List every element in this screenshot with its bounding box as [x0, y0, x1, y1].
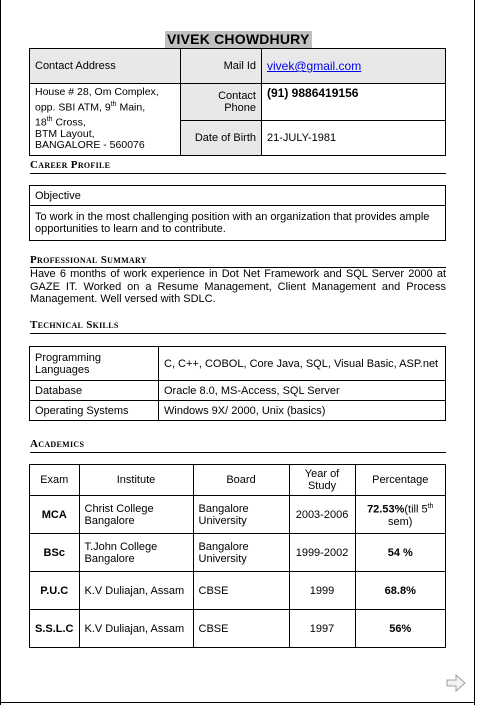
table-row [30, 572, 446, 610]
table-row [30, 496, 446, 534]
page-border-bottom [0, 702, 474, 703]
objective-text: To work in the most challenging position with an organization that provides ample opportunities to learn and to contribute. [30, 206, 446, 241]
skill-value: Windows 9X/ 2000, Unix (basics) [159, 401, 446, 421]
phone-label: Contact Phone [181, 84, 262, 121]
mail-cell [262, 49, 446, 84]
column-header: Board [193, 465, 289, 496]
dob-value: 21-JULY-1981 [262, 121, 446, 156]
year-cell: 1997 [289, 610, 355, 648]
exam-cell: P.U.C [30, 572, 80, 610]
mail-label: Mail Id [181, 49, 262, 84]
dob-label: Date of Birth [181, 121, 262, 156]
institute-cell: T.John College Bangalore [79, 534, 193, 572]
contact-address-label: Contact Address [30, 49, 181, 84]
skill-value: Oracle 8.0, MS-Access, SQL Server [159, 381, 446, 401]
column-header: Year of Study [289, 465, 355, 496]
board-cell: Bangalore University [193, 496, 289, 534]
board-cell: Bangalore University [193, 534, 289, 572]
table-row [30, 534, 446, 572]
institute-cell: K.V Duliajan, Assam [79, 610, 193, 648]
contact-address-value: House # 28, Om Complex, opp. SBI ATM, 9th Main, 18th Cross, BTM Layout, BANGALORE - 560076 [30, 84, 181, 156]
page-border-left [0, 0, 1, 705]
institute-cell: K.V Duliajan, Assam [79, 572, 193, 610]
table-row [30, 401, 446, 421]
career-profile-heading: Career Profile [30, 159, 111, 171]
skill-label: Operating Systems [30, 401, 159, 421]
percentage-cell: 54 % [355, 534, 445, 572]
exam-cell: S.S.L.C [30, 610, 80, 648]
academics-heading: Academics [30, 438, 85, 450]
percentage-cell: 56% [355, 610, 445, 648]
institute-cell: Christ College Bangalore [79, 496, 193, 534]
objective-table [29, 185, 446, 241]
professional-summary-heading: Professional Summary [30, 254, 147, 266]
year-cell: 2003-2006 [289, 496, 355, 534]
page-border-right [474, 0, 475, 705]
objective-label: Objective [30, 186, 446, 206]
divider [30, 452, 446, 453]
board-cell: CBSE [193, 610, 289, 648]
divider [30, 333, 446, 334]
column-header: Exam [30, 465, 80, 496]
table-header-row [30, 465, 446, 496]
academics-table [29, 464, 446, 648]
exam-cell: MCA [30, 496, 80, 534]
column-header: Percentage [355, 465, 445, 496]
skill-label: Database [30, 381, 159, 401]
table-row [30, 347, 446, 381]
skill-label: Programming Languages [30, 347, 159, 381]
next-page-arrow-icon[interactable] [446, 674, 466, 692]
table-row [30, 381, 446, 401]
exam-cell: BSc [30, 534, 80, 572]
contact-table [29, 48, 446, 156]
technical-skills-table [29, 346, 446, 421]
percentage-cell: 68.8% [355, 572, 445, 610]
mail-link[interactable]: vivek@gmail.com [267, 59, 362, 73]
skill-value: C, C++, COBOL, Core Java, SQL, Visual Basic, ASP.net [159, 347, 446, 381]
divider [30, 173, 446, 174]
table-row [30, 610, 446, 648]
professional-summary-text: Have 6 months of work experience in Dot Net Framework and SQL Server 2000 at GAZE IT. Worked on a Resume Management, Client Management and Process Management. Well versed with SDLC. [30, 268, 446, 305]
phone-value: (91) 9886419156 [262, 84, 446, 121]
year-cell: 1999 [289, 572, 355, 610]
column-header: Institute [79, 465, 193, 496]
percentage-cell: 72.53%(till 5th sem) [355, 496, 445, 534]
technical-skills-heading: Technical Skills [30, 319, 119, 331]
board-cell: CBSE [193, 572, 289, 610]
year-cell: 1999-2002 [289, 534, 355, 572]
resume-name: VIVEK CHOWDHURY [167, 31, 310, 47]
